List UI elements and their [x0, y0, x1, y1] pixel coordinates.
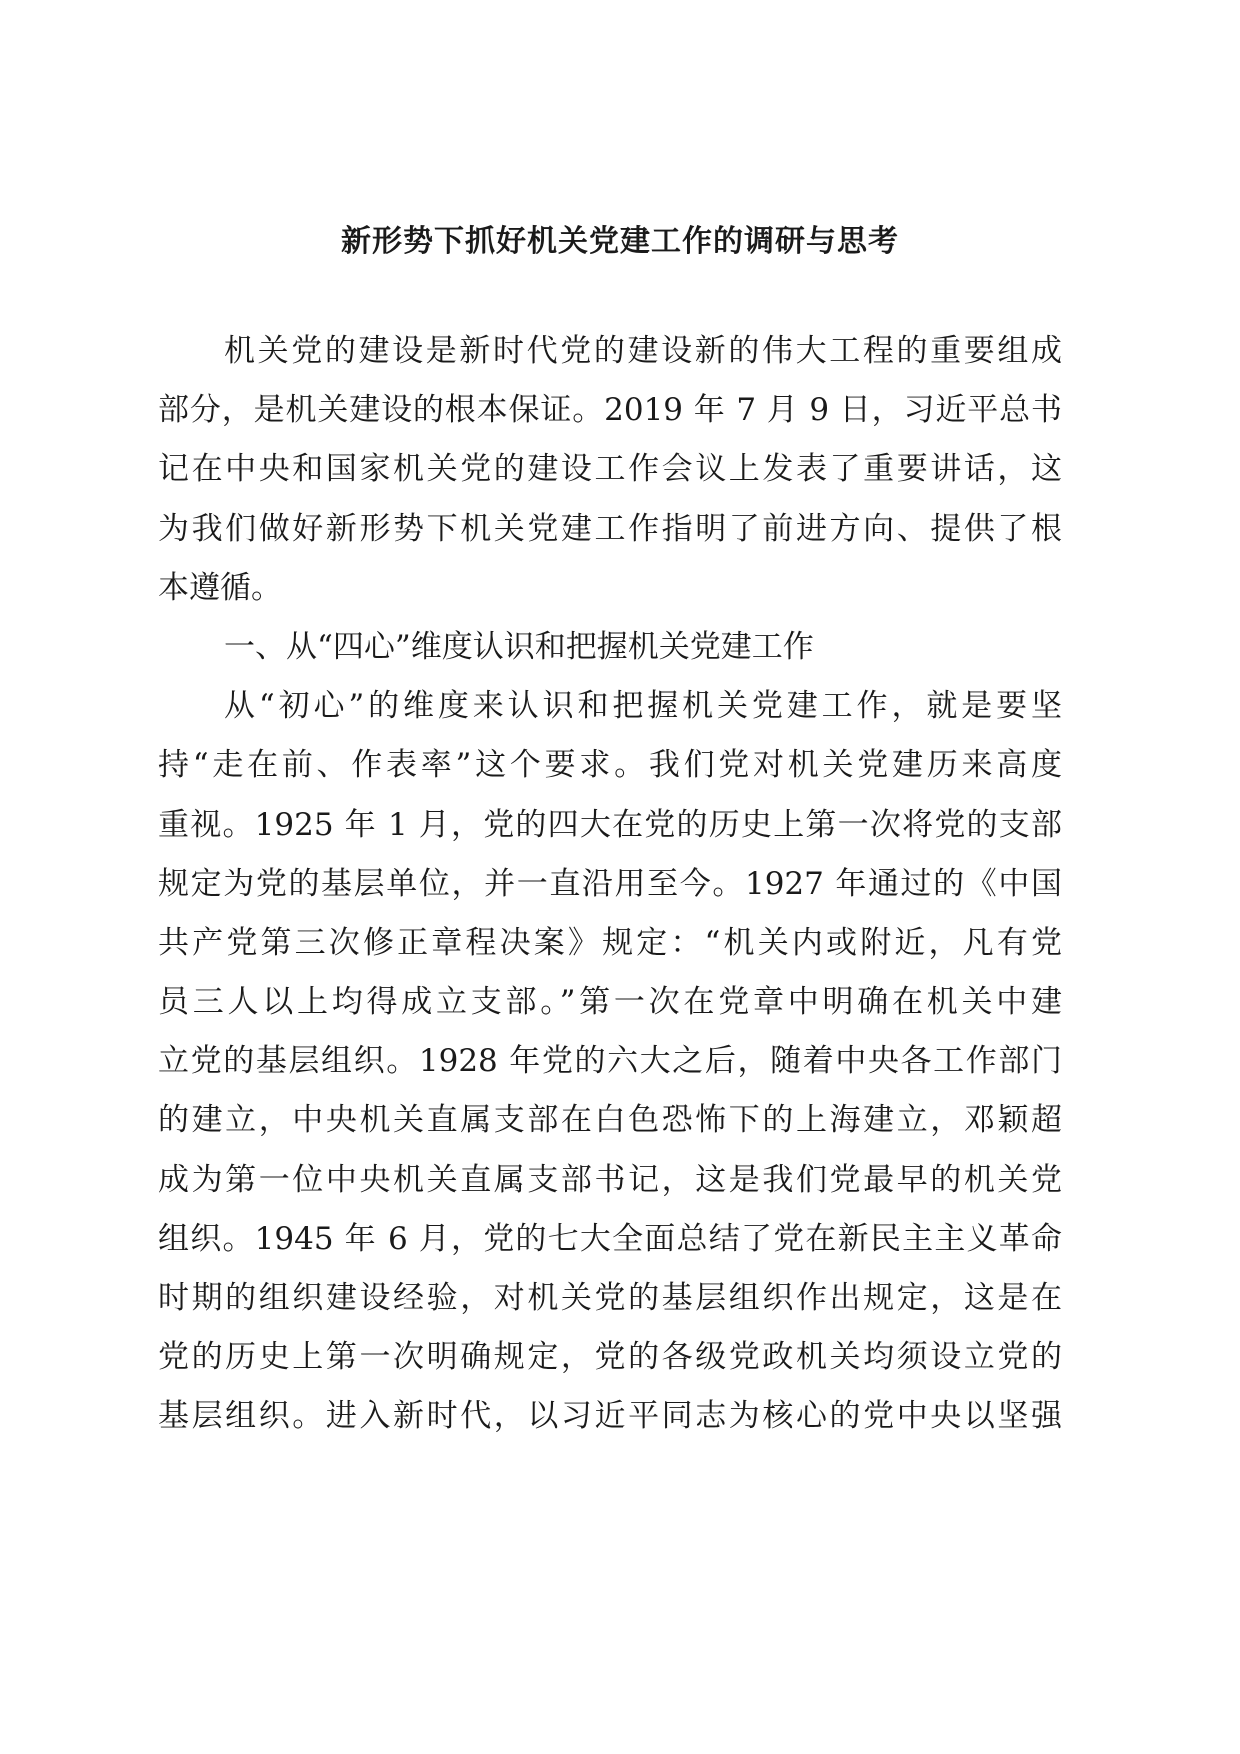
- text-line: 党的历史上第一次明确规定，党的各级党政机关均须设立党的: [158, 1339, 1062, 1376]
- text-line: 一、从“四心”维度认识和把握机关党建工作: [224, 628, 814, 665]
- text-line: 时期的组织建设经验，对机关党的基层组织作出规定，这是在: [158, 1280, 1062, 1316]
- text-line: 重视。1925 年 1 月，党的四大在党的历史上第一次将党的支部: [158, 806, 1062, 843]
- text-line: 成为第一位中央机关直属支部书记，这是我们党最早的机关党: [158, 1161, 1062, 1198]
- text-line: 规定为党的基层单位，并一直沿用至今。1927 年通过的《中国: [158, 865, 1062, 902]
- text-line: 本遵循。: [158, 569, 282, 606]
- text-line: 立党的基层组织。1928 年党的六大之后，随着中央各工作部门: [158, 1043, 1062, 1080]
- text-line: 持“走在前、作表率”这个要求。我们党对机关党建历来高度: [158, 747, 1062, 784]
- text-line: 为我们做好新形势下机关党建工作指明了前进方向、提供了根: [158, 510, 1062, 547]
- document-body: [158, 322, 1062, 1447]
- document-title: 新形势下抓好机关党建工作的调研与思考: [341, 224, 899, 259]
- text-line: 的建立，中央机关直属支部在白色恐怖下的上海建立，邓颖超: [158, 1102, 1062, 1139]
- text-line: 共产党第三次修正章程决案》规定：“机关内或附近，凡有党: [158, 924, 1062, 961]
- text-line: 组织。1945 年 6 月，党的七大全面总结了党在新民主主义革命: [158, 1220, 1062, 1257]
- text-line: 基层组织。进入新时代，以习近平同志为核心的党中央以坚强: [158, 1398, 1062, 1435]
- text-line: 部分，是机关建设的根本保证。2019 年 7 月 9 日，习近平总书: [158, 392, 1062, 429]
- text-line: 员三人以上均得成立支部。”第一次在党章中明确在机关中建: [158, 984, 1062, 1021]
- text-line: 从“初心”的维度来认识和把握机关党建工作，就是要坚: [224, 688, 1062, 725]
- text-line: 机关党的建设是新时代党的建设新的伟大工程的重要组成: [224, 333, 1062, 369]
- text-line: 记在中央和国家机关党的建设工作会议上发表了重要讲话，这: [158, 451, 1062, 488]
